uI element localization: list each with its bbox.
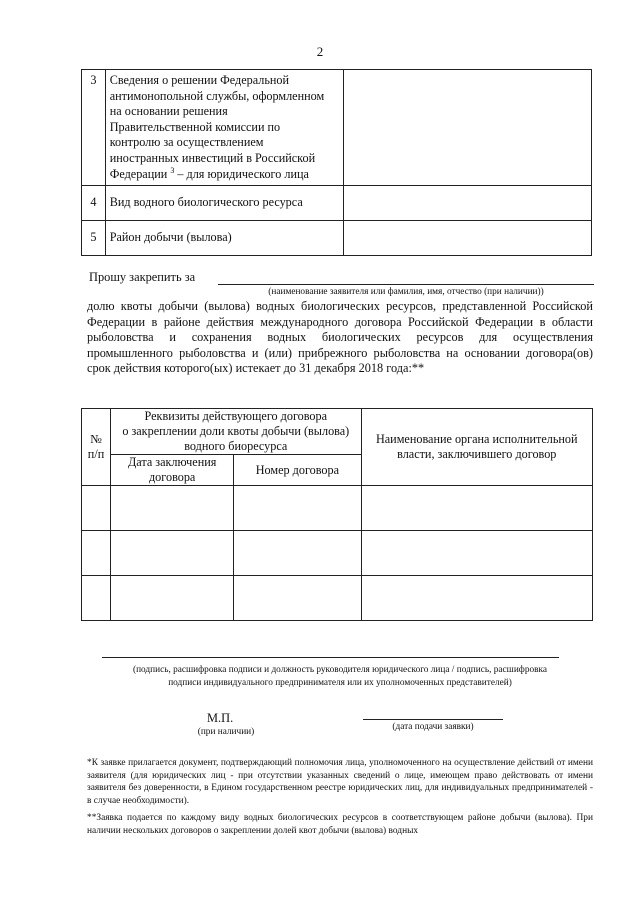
caption-line: (подпись, расшифровка подписи и должность руководителя юридического лица / подпись, расшифровка: [132, 665, 548, 675]
row-label-resource-type: Вид водного биологического ресурса: [105, 186, 343, 221]
label-line: [110, 167, 339, 183]
footnote-marker: 3: [170, 165, 175, 175]
label-line: иностранных инвестиций в Российской: [109, 150, 316, 165]
label-line: контролю за осуществлением: [109, 135, 264, 150]
cell-contract-number[interactable]: [234, 576, 361, 621]
stamp-caption: (при наличии): [197, 727, 255, 737]
cell-authority[interactable]: [361, 486, 592, 531]
submission-date-caption: (дата подачи заявки): [392, 722, 474, 732]
footnote-authority-document: *К заявке прилагается документ, подтверждающий полномочия лица, уполномоченного на осуществление действий от имени заявителя (для юридических лиц - при отсутствии указанных сведений о лице, имеющем право действовать от имени заявителя без доверенности, в Едином государственном реестре юридических лиц, для индивидуальных предпринимателей - в случае необходимости).: [87, 758, 593, 807]
row-value-resource-type[interactable]: [344, 186, 592, 221]
footnote-per-resource: **Заявка подается по каждому виду водных биологических ресурсов в соответствующем районе добычи (вылова). При наличии нескольких договоров о закреплении долей квот добычи (вылова) водных: [87, 813, 593, 836]
row-value-fishing-area[interactable]: [344, 221, 592, 256]
request-label: Прошу закрепить за: [89, 270, 196, 284]
row-value-fas-decision[interactable]: [344, 70, 592, 186]
table-row: [82, 186, 592, 221]
cell-authority[interactable]: [361, 576, 592, 621]
header-line: №: [90, 432, 102, 446]
column-header-contract-date: [111, 455, 234, 486]
column-header-contract-number: Номер договора: [234, 455, 361, 486]
cell-authority[interactable]: [361, 531, 592, 576]
header-line: Наименование органа исполнительной: [375, 432, 578, 446]
label-line: Правительственной комиссии по: [109, 119, 281, 134]
applicant-name-caption: (наименование заявителя или фамилия, имя, отчество (при наличии)): [268, 287, 544, 297]
submission-date-line[interactable]: [363, 719, 503, 720]
column-header-authority: [361, 409, 592, 486]
cell-contract-number[interactable]: [234, 486, 361, 531]
caption-line: подписи индивидуального предпринимателя или их уполномоченных представителей): [168, 677, 512, 688]
row-label-fishing-area: Район добычи (вылова): [105, 221, 343, 256]
header-line: п/п: [87, 447, 105, 461]
contracts-table: [81, 408, 593, 621]
label-line: антимонопольной службы, оформленном: [109, 88, 325, 103]
application-info-table: [81, 69, 592, 256]
table-row: [82, 576, 593, 621]
cell-date[interactable]: [111, 531, 234, 576]
cell-contract-number[interactable]: [234, 531, 361, 576]
header-line: о закреплении доли квоты добычи (вылова): [122, 424, 350, 438]
row-label-fas-decision: [105, 70, 343, 186]
header-line: водного биоресурса: [184, 439, 288, 453]
row-number: 4: [82, 186, 106, 221]
stamp-label: М.П.: [207, 711, 234, 725]
row-number: 5: [82, 221, 106, 256]
cell-number[interactable]: [82, 531, 111, 576]
cell-number[interactable]: [82, 576, 111, 621]
page-number: 2: [316, 44, 324, 59]
table-row: [82, 70, 592, 186]
cell-date[interactable]: [111, 576, 234, 621]
cell-date[interactable]: [111, 486, 234, 531]
label-line: Сведения о решении Федеральной: [109, 73, 290, 87]
cell-number[interactable]: [82, 486, 111, 531]
table-header-row: [82, 409, 593, 455]
column-group-header-contract-details: [111, 409, 361, 455]
request-paragraph: долю квоты добычи (вылова) водных биологических ресурсов, представленной Российской Федерации в районе действия международного договора Российской Федерации в области рыболовства и сохранения водных биологических ресурсов для осуществления промышленного рыболовства и (или) прибрежного рыболовства на основании договора(ов) срок действия которого(ых) истекает до 31 декабря 2018 года:**: [87, 299, 593, 376]
signature-line[interactable]: [102, 657, 559, 658]
label-text: – для юридического лица: [174, 166, 309, 181]
header-line: власти, заключившего договор: [397, 447, 557, 461]
label-line: на основании решения: [109, 104, 228, 119]
header-line: Дата заключения: [127, 455, 217, 469]
table-row: [82, 221, 592, 256]
signature-caption: [87, 664, 593, 689]
label-text: Федерации: [109, 166, 168, 181]
table-row: [82, 486, 593, 531]
header-line: Реквизиты действующего договора: [144, 409, 328, 423]
column-header-number: [82, 409, 111, 486]
row-number: 3: [82, 70, 106, 186]
table-row: [82, 531, 593, 576]
applicant-name-line[interactable]: [218, 284, 594, 285]
header-line: договора: [148, 470, 196, 484]
